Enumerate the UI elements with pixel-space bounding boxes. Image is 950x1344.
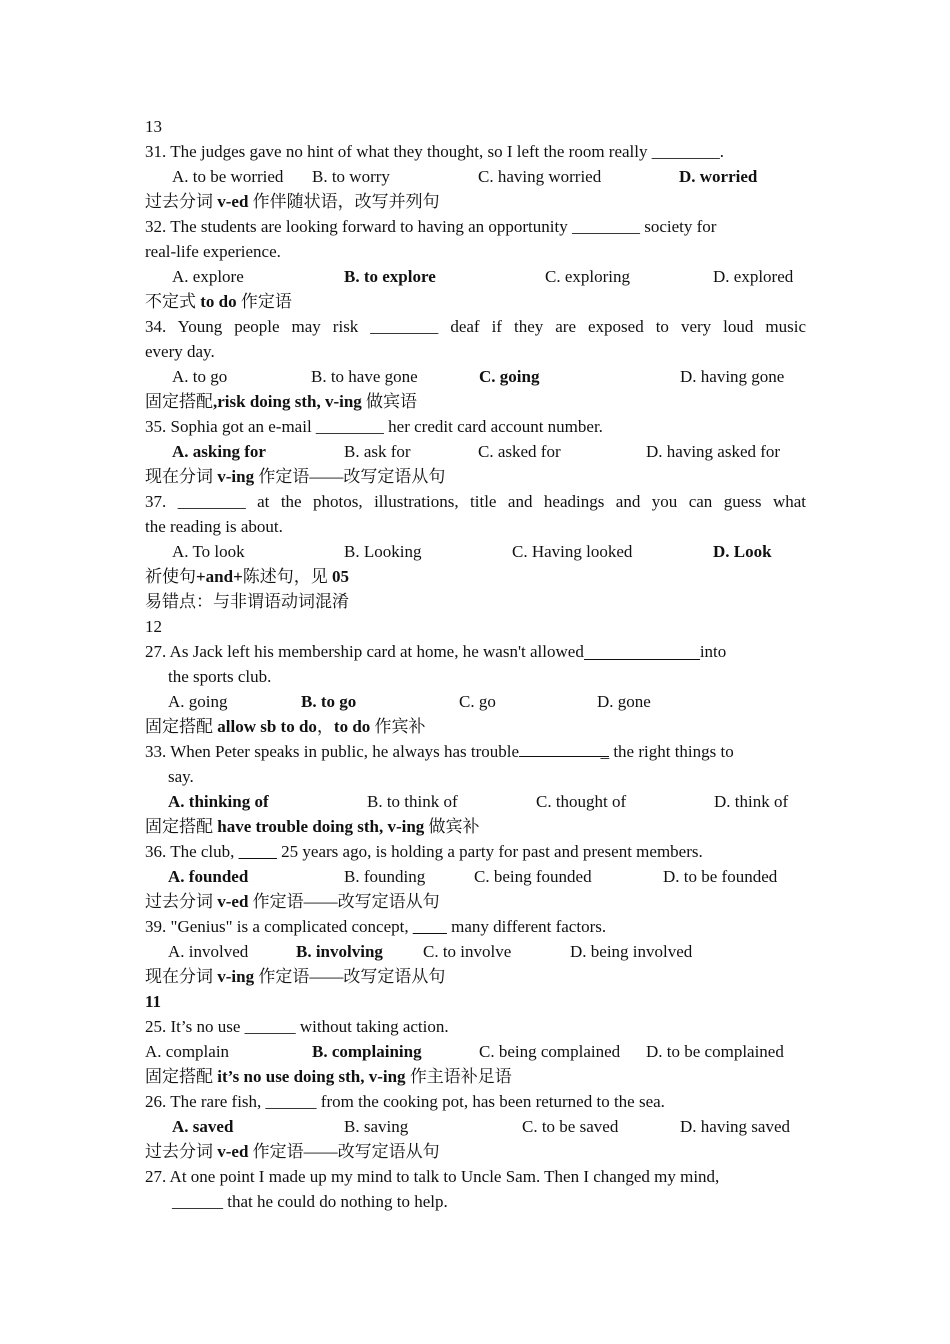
q31-options <box>172 164 806 189</box>
q26-stem: 26. The rare fish, ______ from the cooking pot, has been returned to the sea. <box>145 1092 665 1111</box>
q39-option-d: D. being involved <box>570 942 693 961</box>
q33-stem-2: say. <box>168 767 194 786</box>
q37-option-a: A. To look <box>172 542 245 561</box>
q26-note: 过去分词 v-ed 作定语——改写定语从句 <box>145 1142 440 1161</box>
q37-option-b: B. Looking <box>344 542 422 561</box>
q36-blank: _ _ <box>238 842 277 861</box>
q34-option-d: D. having gone <box>680 367 785 386</box>
q25-option-d: D. to be complained <box>646 1042 784 1061</box>
q35-option-c: C. asked for <box>478 442 561 461</box>
q39-option-a: A. involved <box>168 942 249 961</box>
q32-stem-2: real-life experience. <box>145 242 281 261</box>
q31-option-b: B. to worry <box>312 167 390 186</box>
error-note: 易错点：与非谓语动词混淆 <box>145 592 349 611</box>
q34-note: 固定搭配,risk doing sth, v-ing 做宾语 <box>145 392 418 411</box>
q32-option-b: B. to explore <box>344 267 436 286</box>
q34-options <box>172 364 806 389</box>
q39-blank: _ _ <box>412 917 447 936</box>
q37-options <box>172 539 806 564</box>
q32-option-d: D. explored <box>713 267 794 286</box>
q25-note: 固定搭配 it’s no use doing sth, v-ing 作主语补足语 <box>145 1067 512 1086</box>
q37-note: 祈使句+and+陈述句，见 05 <box>145 567 350 586</box>
q39-stem: 39. "Genius" is a complicated concept, _ _ many different factors. <box>145 917 607 936</box>
q36-option-a: A. founded <box>168 867 249 886</box>
q25-option-a: A. complain <box>145 1042 230 1061</box>
section-header-12: 12 <box>145 617 162 636</box>
q34-option-b: B. to have gone <box>311 367 418 386</box>
q36-options <box>168 864 808 889</box>
q32-options <box>172 264 806 289</box>
q34-option-a: A. to go <box>172 367 228 386</box>
q32-stem-1: 32. The students are looking forward to having an opportunity ________ society for <box>145 217 717 236</box>
q27-note: 固定搭配 allow sb to do，to do 作宾补 <box>145 717 426 736</box>
q35-option-d: D. having asked for <box>646 442 781 461</box>
q32-option-a: A. explore <box>172 267 244 286</box>
q39-options <box>168 939 808 964</box>
q26-option-c: C. to be saved <box>522 1117 619 1136</box>
q25-option-c: C. being complained <box>479 1042 621 1061</box>
q27b-stem-1: 27. At one point I made up my mind to talk to Uncle Sam. Then I changed my mind, <box>145 1167 720 1186</box>
q25-options <box>145 1039 806 1064</box>
q26-option-d: D. having saved <box>680 1117 791 1136</box>
q32-stem-line1 <box>145 214 806 239</box>
q39-option-b: B. involving <box>296 942 383 961</box>
q26-option-a: A. saved <box>172 1117 234 1136</box>
q31-option-a: A. to be worried <box>172 167 284 186</box>
q39-note: 现在分词 v-ing 作定语——改写定语从句 <box>145 967 446 986</box>
q34-option-c: C. going <box>479 367 540 386</box>
q27-option-a: A. going <box>168 692 228 711</box>
section-header-11: 11 <box>145 992 162 1011</box>
q37-stem-2: the reading is about. <box>145 517 283 536</box>
q34-stem-1: 34. Young people may risk ________ deaf if they are exposed to very loud music <box>145 317 806 336</box>
q27-option-b: B. to go <box>301 692 357 711</box>
q27b-stem-2: ______ that he could do nothing to help. <box>172 1192 448 1211</box>
q27-blank <box>584 642 700 660</box>
q27-stem-2: the sports club. <box>168 667 272 686</box>
q35-option-a: A. asking for <box>172 442 266 461</box>
q33-option-d: D. think of <box>714 792 789 811</box>
q36-option-d: D. to be founded <box>663 867 778 886</box>
q35-stem: 35. Sophia got an e-mail ________ her credit card account number. <box>145 417 603 436</box>
q34-stem-2: every day. <box>145 342 215 361</box>
q32-option-c: C. exploring <box>545 267 630 286</box>
q37-option-d: D. Look <box>713 542 772 561</box>
section-header-13: 13 <box>145 117 162 136</box>
q32-note: 不定式 to do 作定语 <box>145 292 292 311</box>
q33-options <box>168 789 808 814</box>
q39-option-c: C. to involve <box>423 942 512 961</box>
q25-stem: 25. It’s no use ______ without taking action. <box>145 1017 449 1036</box>
q27-stem-1: 27. As Jack left his membership card at home, he wasn't allowed into <box>145 642 727 661</box>
q27-option-d: D. gone <box>597 692 651 711</box>
q31-note: 过去分词 v-ed 作伴随状语，改写并列句 <box>145 192 440 211</box>
q31-stem: 31. The judges gave no hint of what they thought, so I left the room really ________. <box>145 142 724 161</box>
q35-note: 现在分词 v-ing 作定语——改写定语从句 <box>145 467 446 486</box>
q33-option-b: B. to think of <box>367 792 458 811</box>
q36-option-b: B. founding <box>344 867 426 886</box>
q33-option-a: A. thinking of <box>168 792 269 811</box>
q26-options <box>172 1114 806 1139</box>
q27-options <box>168 689 808 714</box>
q36-note: 过去分词 v-ed 作定语——改写定语从句 <box>145 892 440 911</box>
q37-option-c: C. Having looked <box>512 542 633 561</box>
q25-option-b: B. complaining <box>312 1042 422 1061</box>
q33-stem-1: 33. When Peter speaks in public, he always has trouble _ the right things to <box>145 739 734 764</box>
q33-blank: _ <box>519 739 609 757</box>
q33-note: 固定搭配 have trouble doing sth, v-ing 做宾补 <box>145 817 480 836</box>
q33-option-c: C. thought of <box>536 792 627 811</box>
q27-option-c: C. go <box>459 692 496 711</box>
q31-option-d: D. worried <box>679 167 758 186</box>
q35-option-b: B. ask for <box>344 442 411 461</box>
q37-stem-1: 37. ________ at the photos, illustrations, title and headings and you can guess what <box>145 492 806 511</box>
q35-options <box>172 439 806 464</box>
q31-option-c: C. having worried <box>478 167 602 186</box>
q36-option-c: C. being founded <box>474 867 592 886</box>
q26-option-b: B. saving <box>344 1117 409 1136</box>
q36-stem: 36. The club, _ _ 25 years ago, is holding a party for past and present members. <box>145 842 703 861</box>
